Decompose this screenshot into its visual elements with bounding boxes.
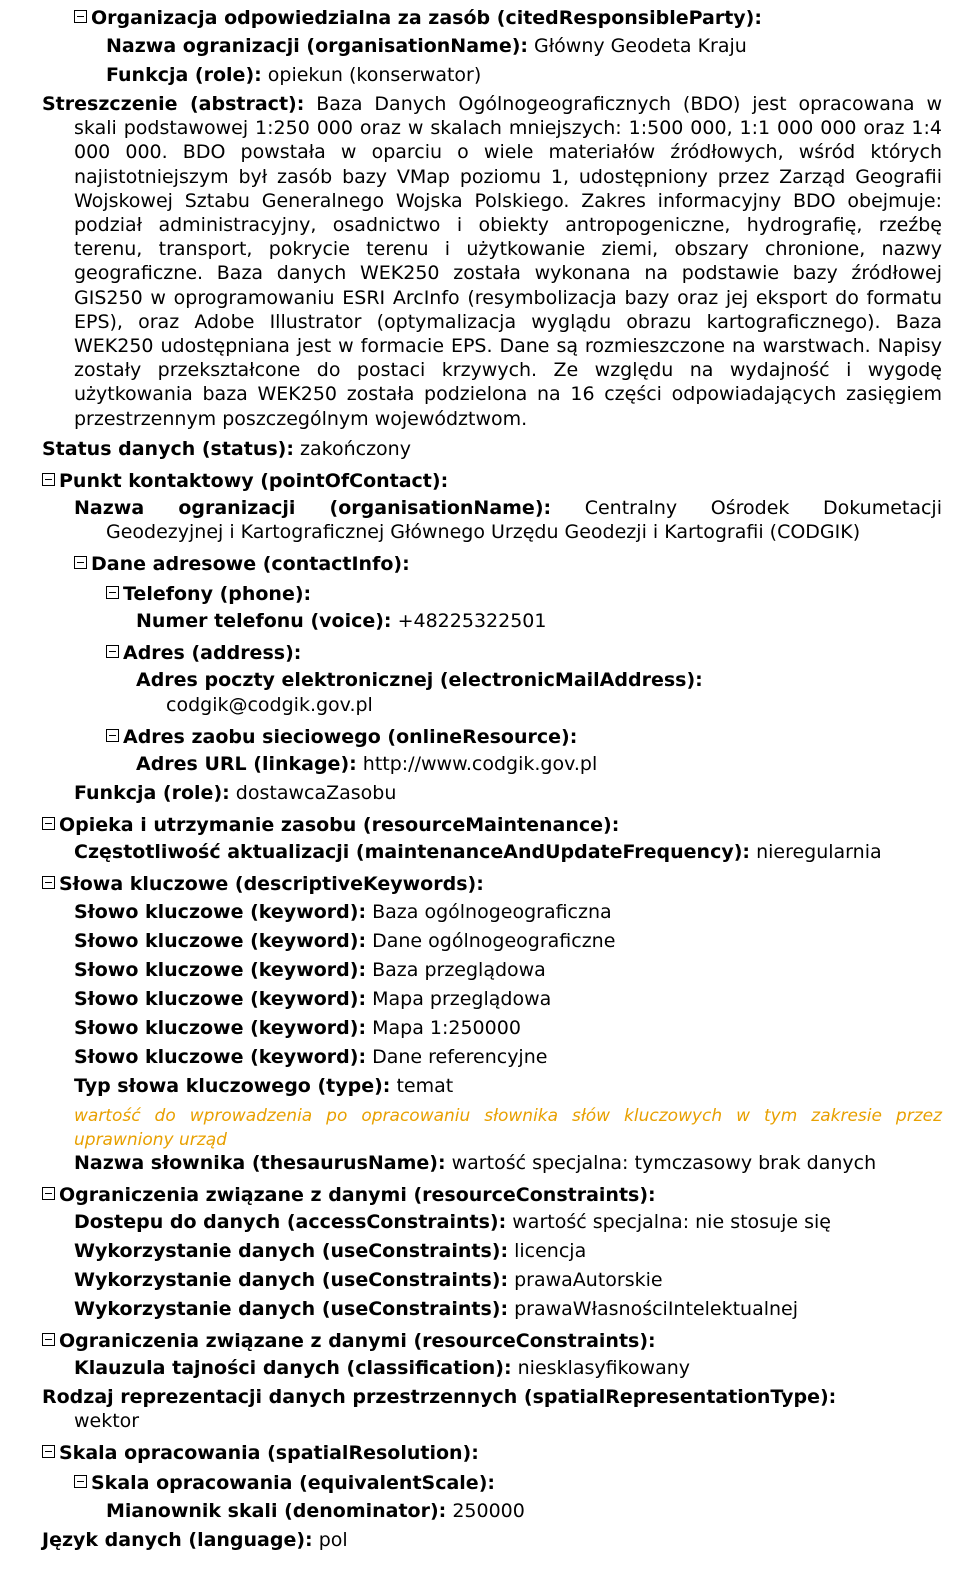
- constraints-heading[interactable]: Ograniczenia związane z danymi (resourceConstraints):: [42, 1183, 656, 1207]
- keywords-heading[interactable]: Słowa kluczowe (descriptiveKeywords):: [42, 872, 484, 896]
- keyword-row: Słowo kluczowe (keyword): Mapa 1:250000: [74, 1017, 521, 1039]
- collapse-toggle-icon[interactable]: [42, 1187, 55, 1200]
- address-heading[interactable]: Adres (address):: [106, 641, 301, 665]
- email-label: Adres poczty elektronicznej (electronicMailAddress):: [136, 669, 703, 691]
- cited-responsible-party-heading[interactable]: Organizacja odpowiedzialna za zasób (citedResponsibleParty):: [74, 6, 762, 30]
- collapse-toggle-icon[interactable]: [42, 1333, 55, 1346]
- denominator-row: Mianownik skali (denominator): 250000: [106, 1500, 525, 1522]
- url-row[interactable]: Adres URL (linkage): http://www.codgik.gov.pl: [136, 753, 598, 775]
- keyword-row: Słowo kluczowe (keyword): Mapa przeglądowa: [74, 988, 552, 1010]
- collapse-toggle-icon[interactable]: [74, 556, 87, 569]
- collapse-toggle-icon[interactable]: [106, 729, 119, 742]
- keyword-row: Słowo kluczowe (keyword): Baza przeglądowa: [74, 959, 546, 981]
- equivalent-scale-heading[interactable]: Skala opracowania (equivalentScale):: [74, 1471, 495, 1495]
- collapse-toggle-icon[interactable]: [42, 876, 55, 889]
- keyword-row: Słowo kluczowe (keyword): Dane referencyjne: [74, 1046, 548, 1068]
- maintenance-heading[interactable]: Opieka i utrzymanie zasobu (resourceMaintenance):: [42, 813, 619, 837]
- voice-row: Numer telefonu (voice): +48225322501: [136, 610, 547, 632]
- cited-role-row: Funkcja (role): opiekun (konserwator): [106, 64, 482, 86]
- spatial-resolution-heading[interactable]: Skala opracowania (spatialResolution):: [42, 1441, 479, 1465]
- keyword-row: Słowo kluczowe (keyword): Dane ogólnogeograficzne: [74, 930, 616, 952]
- maintenance-freq-row: Częstotliwość aktualizacji (maintenanceAndUpdateFrequency): nieregularnia: [74, 841, 882, 863]
- status-row: Status danych (status): zakończony: [42, 438, 411, 460]
- spatial-rep-value: wektor: [74, 1410, 140, 1432]
- access-constraints-row: Dostepu do danych (accessConstraints): wartość specjalna: nie stosuje się: [74, 1211, 831, 1233]
- contact-info-heading[interactable]: Dane adresowe (contactInfo):: [74, 552, 410, 576]
- collapse-toggle-icon[interactable]: [42, 817, 55, 830]
- keyword-note: wartość do wprowadzenia po opracowaniu słownika słów kluczowych w tym zakresie przez uprawniony urząd: [74, 1106, 942, 1150]
- keyword-type-row: Typ słowa kluczowego (type): temat: [74, 1075, 454, 1097]
- collapse-toggle-icon[interactable]: [42, 1445, 55, 1458]
- abstract-text: Baza Danych Ogólnogeograficznych (BDO) jest opracowana w skali podstawowej 1:250 000 oraz w skalach mniejszych: 1:500 000, 1:1 000 000 oraz 1:4 000 000. BDO powstała w oparciu o wiele materiałów źródłowych, wśród których najistotniejszym był zasób bazy VMap poziomu 1, udostępniony przez Zarząd Geografii Wojskowej Sztabu Generalnego Wojska Polskiego. Zakres informacyjny BDO obejmuje: podział administracyjny, osadnictwo i obiekty antropogeniczne, hydrografię, rzeźbę terenu, transport, pokrycie terenu i użytkowanie ziemi, obszary chronione, nazwy geograficzne. Baza danych WEK250 została wykonana na podstawie bazy źródłowej GIS250 w oprogramowaniu ESRI ArcInfo (resymbolizacja bazy oraz jej eksport do formatu EPS), oraz Adobe Illustrator (optymalizacja wyglądu obrazu kartograficznego). Baza WEK250 udostępniana jest w formacie EPS. Dane są rozmieszczone na warstwach. Napisy zostały przekształcone do postaci krzywych. Ze względu na wydajność i wygodę użytkowania baza WEK250 została podzielona na 16 części odpowiadających zasięgiem przestrzennym poszczególnym województwom.: [74, 93, 942, 430]
- collapse-toggle-icon[interactable]: [74, 1475, 87, 1488]
- spatial-rep-label: Rodzaj reprezentacji danych przestrzennych (spatialRepresentationType):: [42, 1386, 837, 1408]
- point-of-contact-heading[interactable]: Punkt kontaktowy (pointOfContact):: [42, 469, 448, 493]
- contact-org-row: Nazwa ogranizacji (organisationName): Centralny Ośrodek Dokumetacji: [74, 497, 942, 519]
- language-row: Język danych (language): pol: [42, 1529, 348, 1551]
- use-constraints-row: Wykorzystanie danych (useConstraints): prawaWłasnościIntelektualnej: [74, 1298, 799, 1320]
- use-constraints-row: Wykorzystanie danych (useConstraints): licencja: [74, 1240, 587, 1262]
- collapse-toggle-icon[interactable]: [106, 645, 119, 658]
- contact-org-row-cont: Geodezyjnej i Kartograficznej Głównego Urzędu Geodezji i Kartografii (CODGIK): [106, 521, 861, 543]
- collapse-toggle-icon[interactable]: [74, 10, 87, 23]
- collapse-toggle-icon[interactable]: [42, 473, 55, 486]
- phone-heading[interactable]: Telefony (phone):: [106, 582, 311, 606]
- collapse-toggle-icon[interactable]: [106, 586, 119, 599]
- keyword-row: Słowo kluczowe (keyword): Baza ogólnogeograficzna: [74, 901, 612, 923]
- email-value[interactable]: codgik@codgik.gov.pl: [166, 694, 373, 716]
- classification-row: Klauzula tajności danych (classification): niesklasyfikowany: [74, 1357, 691, 1379]
- online-resource-heading[interactable]: Adres zaobu sieciowego (onlineResource):: [106, 725, 577, 749]
- use-constraints-row: Wykorzystanie danych (useConstraints): prawaAutorskie: [74, 1269, 663, 1291]
- cited-org-row: Nazwa ogranizacji (organisationName): Główny Geodeta Kraju: [106, 35, 747, 57]
- thesaurus-row: Nazwa słownika (thesaurusName): wartość specjalna: tymczasowy brak danych: [74, 1152, 877, 1174]
- abstract-block: Streszczenie (abstract): Baza Danych Ogólnogeograficznych (BDO) jest opracowana w skali podstawowej 1:250 000 oraz w skalach mniejszych: 1:500 000, 1:1 000 000 oraz 1:4 000 000. BDO powstała w oparciu o wiele materiałów źródłowych, wśród których najistotniejszym był zasób bazy VMap poziomu 1, udostępniony przez Zarząd Geografii Wojskowej Sztabu Generalnego Wojska Polskiego. Zakres informacyjny BDO obejmuje: podział administracyjny, osadnictwo i obiekty antropogeniczne, hydrografię, rzeźbę terenu, transport, pokrycie terenu i użytkowanie ziemi, obszary chronione, nazwy geograficzne. Baza danych WEK250 została wykonana na podstawie bazy źródłowej GIS250 w oprogramowaniu ESRI ArcInfo (resymbolizacja bazy oraz jej eksport do formatu EPS), oraz Adobe Illustrator (optymalizacja wyglądu obrazu kartograficznego). Baza WEK250 udostępniana jest w formacie EPS. Dane są rozmieszczone na warstwach. Napisy zostały przekształcone do postaci krzywych. Ze względu na wydajność i wygodę użytkowania baza WEK250 została podzielona na 16 części odpowiadających zasięgiem przestrzennym poszczególnym województwom.: [42, 93, 942, 430]
- constraints-heading[interactable]: Ograniczenia związane z danymi (resourceConstraints):: [42, 1329, 656, 1353]
- contact-role-row: Funkcja (role): dostawcaZasobu: [74, 782, 397, 804]
